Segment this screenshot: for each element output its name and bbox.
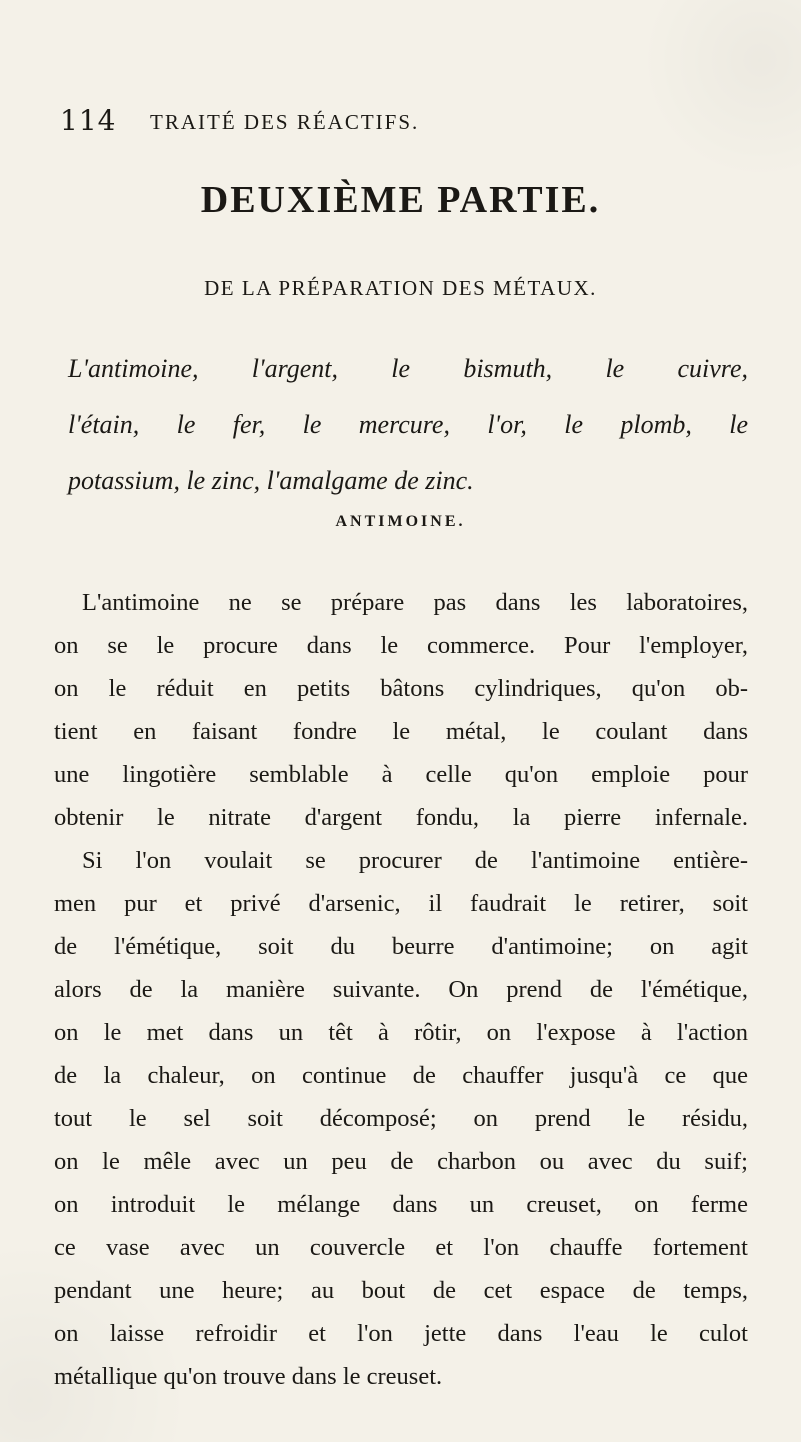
paragraph-line: on introduit le mélange dans un creuset, on ferme <box>54 1191 748 1218</box>
paragraph-line: Si l'on voulait se procurer de l'antimoine entière- <box>82 847 748 874</box>
paragraph-line: on se le procure dans le commerce. Pour l'employer, <box>54 632 748 659</box>
page-number: 114 <box>60 104 117 137</box>
paragraph-line: de la chaleur, on continue de chauffer jusqu'à ce que <box>54 1062 748 1089</box>
metals-list <box>68 341 748 509</box>
paragraph-line: L'antimoine ne se prépare pas dans les laboratoires, <box>82 589 748 616</box>
running-head <box>60 104 740 138</box>
paragraph-line: on le réduit en petits bâtons cylindriques, qu'on ob- <box>54 675 748 702</box>
running-title: TRAITÉ DES RÉACTIFS. <box>150 110 420 134</box>
paragraph-line: ce vase avec un couvercle et l'on chauffe fortement <box>54 1234 748 1261</box>
paragraph-line: on le mêle avec un peu de charbon ou avec du suif; <box>54 1148 748 1175</box>
paragraph-line: tout le sel soit décomposé; on prend le résidu, <box>54 1105 748 1132</box>
metals-list-line: L'antimoine, l'argent, le bismuth, le cuivre, <box>68 354 748 383</box>
subsection-heading: ANTIMOINE. <box>335 513 466 530</box>
paragraph-line: métallique qu'on trouve dans le creuset. <box>54 1363 443 1390</box>
paragraph-line: une lingotière semblable à celle qu'on emploie pour <box>54 761 748 788</box>
metals-list-line: potassium, le zinc, l'amalgame de zinc. <box>68 466 474 495</box>
part-title: DEUXIÈME PARTIE. <box>200 179 601 221</box>
paragraph-line: obtenir le nitrate d'argent fondu, la pierre infernale. <box>54 804 748 831</box>
paragraph-line: pendant une heure; au bout de cet espace de temps, <box>54 1277 748 1304</box>
body-paragraph <box>54 581 748 1398</box>
paragraph-line: de l'émétique, soit du beurre d'antimoine; on agit <box>54 933 748 960</box>
paragraph-line: alors de la manière suivante. On prend de l'émétique, <box>54 976 748 1003</box>
section-title: DE LA PRÉPARATION DES MÉTAUX. <box>204 276 597 300</box>
paragraph-line: on le met dans un têt à rôtir, on l'expose à l'action <box>54 1019 748 1046</box>
metals-list-line: l'étain, le fer, le mercure, l'or, le plomb, le <box>68 410 748 439</box>
paragraph-line: on laisse refroidir et l'on jette dans l'eau le culot <box>54 1320 748 1347</box>
paragraph-line: men pur et privé d'arsenic, il faudrait le retirer, soit <box>54 890 748 917</box>
paragraph-line: tient en faisant fondre le métal, le coulant dans <box>54 718 748 745</box>
